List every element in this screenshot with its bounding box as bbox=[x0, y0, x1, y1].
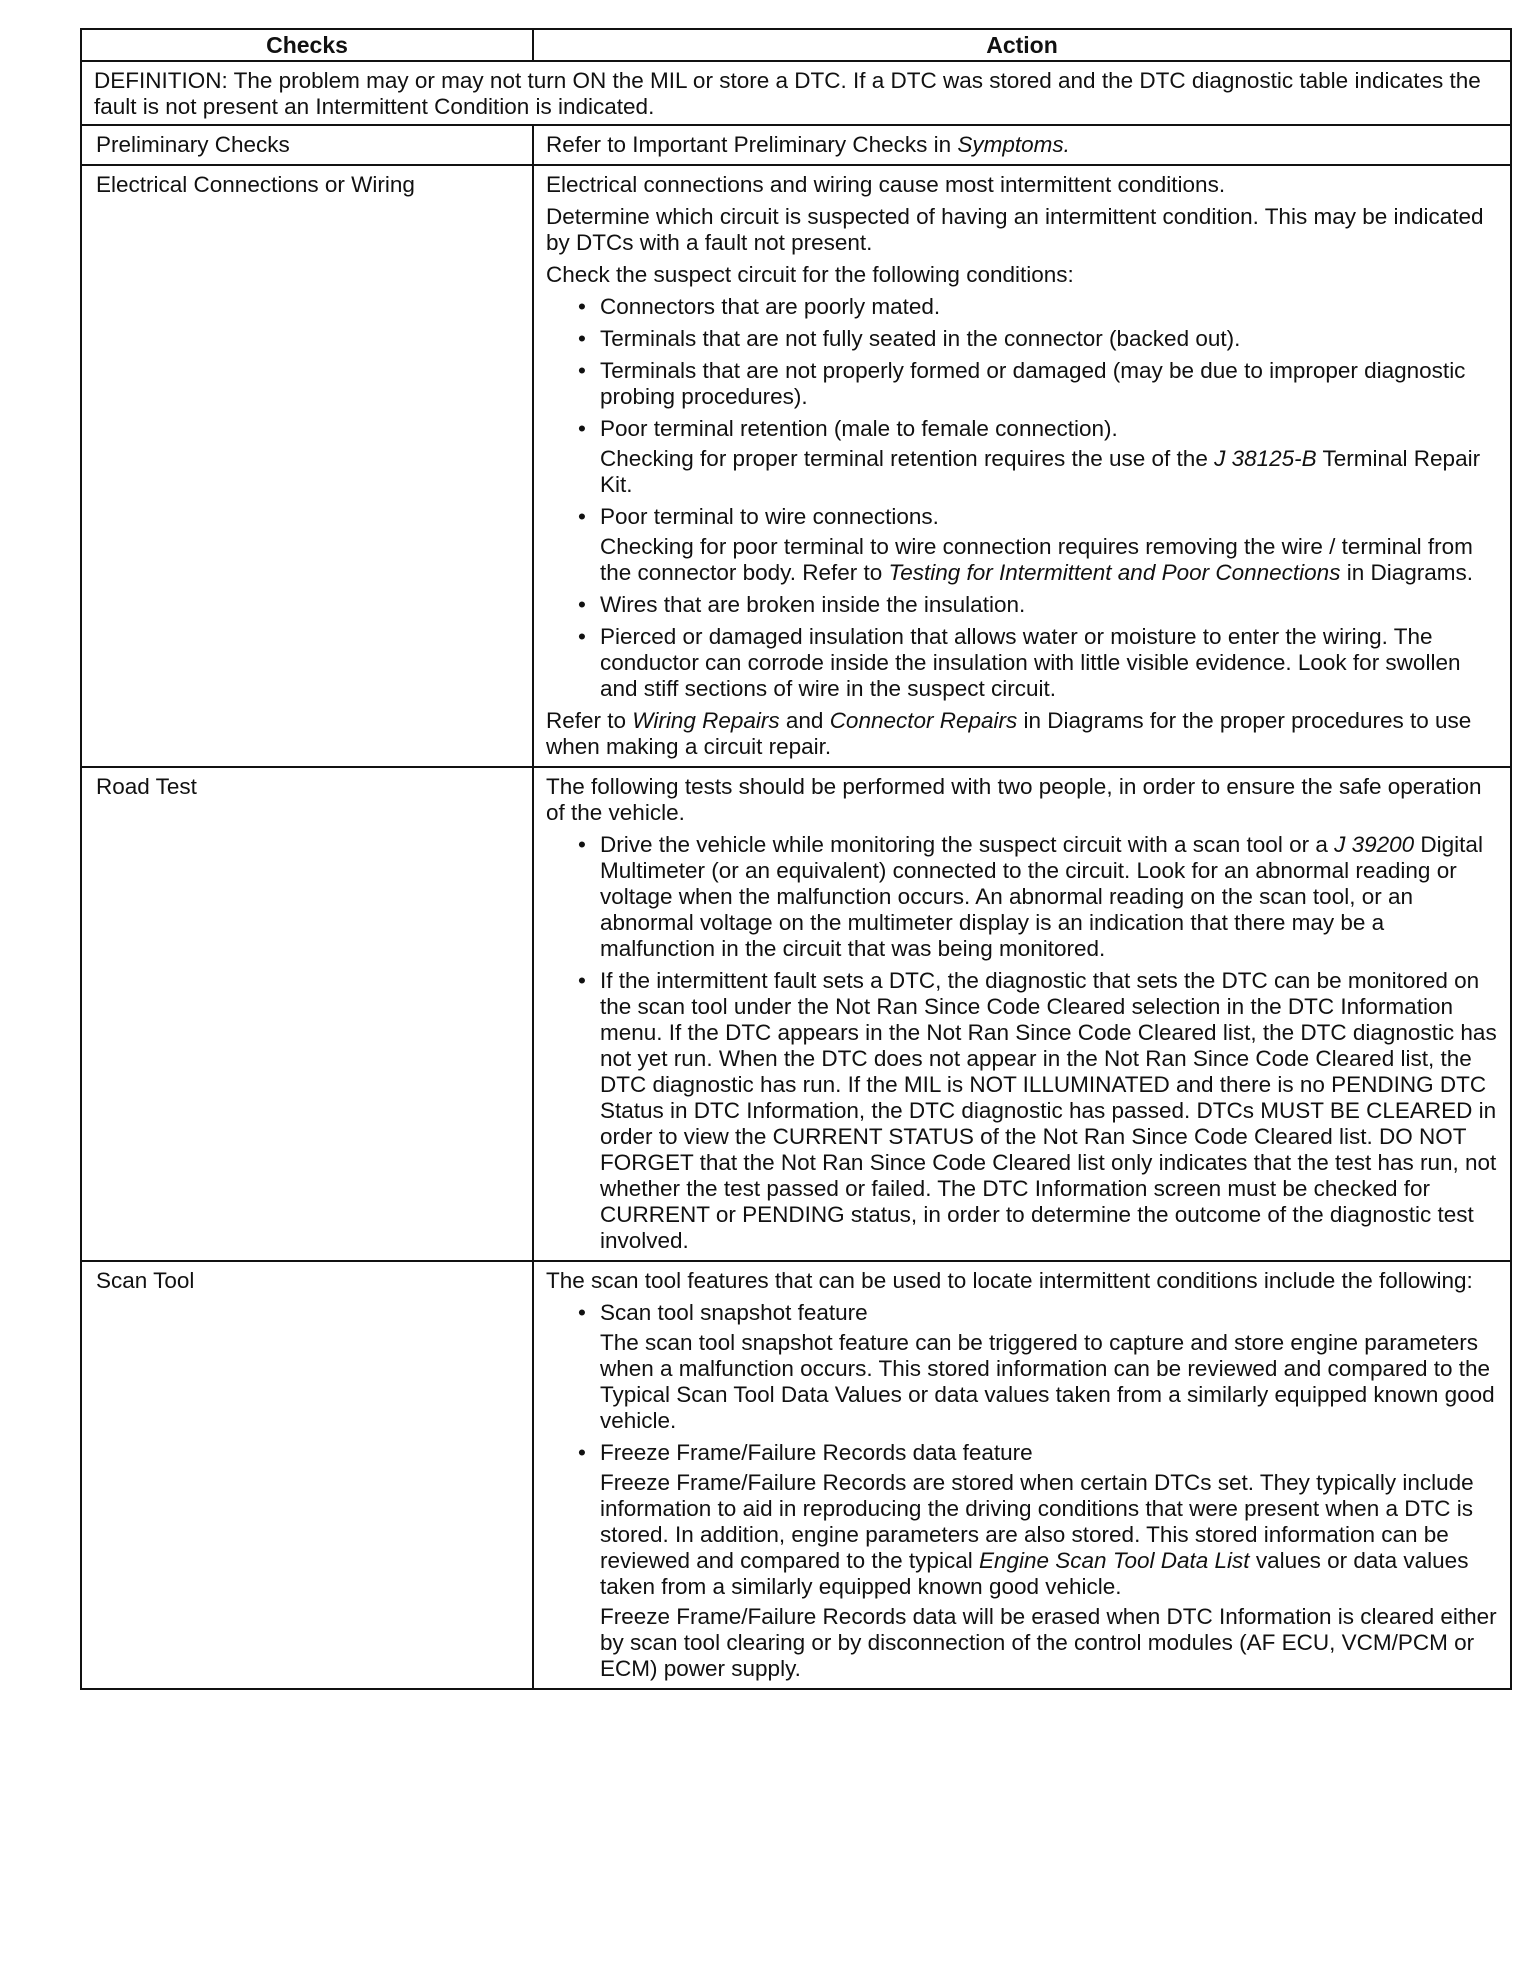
action-column-header: Action bbox=[533, 29, 1511, 61]
action-cell bbox=[533, 125, 1511, 165]
bullet-icon: • bbox=[578, 326, 586, 351]
check-label: Electrical Connections or Wiring bbox=[81, 165, 533, 767]
action-paragraph: Refer to Wiring Repairs and Connector Repairs in Diagrams for the proper procedures to use when making a circuit repair. bbox=[546, 708, 1472, 759]
list-item-detail: Freeze Frame/Failure Records are stored when certain DTCs set. They typically include information to aid in reproducing the driving conditions that were present when a DTC is stored. In addition, engine parameters are also stored. This stored information can be reviewed and compared to the typical Engine Scan Tool Data List values or data values taken from a similarly equipped known good vehicle. bbox=[600, 1470, 1474, 1599]
list-item-detail: Freeze Frame/Failure Records data will be erased when DTC Information is cleared either by scan tool clearing or by disconnection of the control modules (AF ECU, VCM/PCM or ECM) power supply. bbox=[600, 1604, 1497, 1681]
check-label: Road Test bbox=[81, 767, 533, 1261]
table-row-scan-tool bbox=[81, 1261, 1511, 1689]
intermittent-conditions-table bbox=[80, 28, 1512, 1690]
check-label: Scan Tool bbox=[81, 1261, 533, 1689]
definition-row bbox=[81, 61, 1511, 125]
checks-column-header: Checks bbox=[81, 29, 533, 61]
action-cell bbox=[533, 767, 1511, 1261]
bullet-icon: • bbox=[578, 504, 586, 529]
list-item: • Drive the vehicle while monitoring the suspect circuit with a scan tool or a J 39200 Digital Multimeter (or an equivalent) connected to the circuit. Look for an abnormal reading or voltage when the malfunction occurs. An abnormal reading on the scan tool, or an abnormal voltage on the multimeter display is an indication that there may be a malfunction in the circuit that was being monitored. bbox=[578, 832, 1483, 961]
road-test-list bbox=[546, 832, 1498, 1254]
action-paragraph: Electrical connections and wiring cause most intermittent conditions. bbox=[546, 172, 1226, 197]
list-item: • Terminals that are not properly formed or damaged (may be due to improper diagnostic probing procedures). bbox=[578, 358, 1466, 409]
list-item: • Freeze Frame/Failure Records data feature Freeze Frame/Failure Records are stored when certain DTCs set. They typically include information to aid in reproducing the driving conditions that were present when a DTC is stored. In addition, engine parameters are also stored. This stored information can be reviewed and compared to the typical Engine Scan Tool Data List values or data values taken from a similarly equipped known good vehicle. Freeze Frame/Failure Records data will be erased when DTC Information is cleared either by scan tool clearing or by disconnection of the control modules (AF ECU, VCM/PCM or ECM) power supply. bbox=[578, 1440, 1497, 1681]
bullet-icon: • bbox=[578, 416, 586, 441]
list-item: • Scan tool snapshot feature The scan tool snapshot feature can be triggered to capture and store engine parameters when a malfunction occurs. This stored information can be reviewed and compared to the Typical Scan Tool Data Values or data values taken from a similarly equipped known good vehicle. bbox=[578, 1300, 1498, 1434]
scan-tool-features-list bbox=[546, 1300, 1498, 1682]
list-item-detail: Checking for proper terminal retention requires the use of the J 38125-B Terminal Repair Kit. bbox=[600, 446, 1481, 497]
table-row-road-test bbox=[81, 767, 1511, 1261]
action-paragraph: Determine which circuit is suspected of having an intermittent condition. This may be indicated by DTCs with a fault not present. bbox=[546, 204, 1484, 255]
action-paragraph: Check the suspect circuit for the following conditions: bbox=[546, 262, 1074, 287]
action-paragraph: The following tests should be performed with two people, in order to ensure the safe operation of the vehicle. bbox=[546, 774, 1482, 825]
list-item-detail: The scan tool snapshot feature can be triggered to capture and store engine parameters when a malfunction occurs. This stored information can be reviewed and compared to the Typical Scan Tool Data Values or data values taken from a similarly equipped known good vehicle. bbox=[600, 1330, 1495, 1433]
list-item: • Poor terminal to wire connections. Checking for poor terminal to wire connection requires removing the wire / terminal from the connector body. Refer to Testing for Intermittent and Poor Connections in Diagrams. bbox=[578, 504, 1498, 586]
symptoms-reference: Symptoms. bbox=[957, 132, 1070, 157]
action-cell bbox=[533, 1261, 1511, 1689]
action-text: Refer to Important Preliminary Checks in bbox=[546, 132, 958, 157]
list-item: • Poor terminal retention (male to female connection). Checking for proper terminal retention requires the use of the J 38125-B Terminal Repair Kit. bbox=[578, 416, 1498, 498]
definition-text: DEFINITION: The problem may or may not turn ON the MIL or store a DTC. If a DTC was stored and the DTC diagnostic table indicates the fault is not present an Intermittent Condition is indicated. bbox=[81, 61, 1511, 125]
check-label: Preliminary Checks bbox=[81, 125, 533, 165]
bullet-icon: • bbox=[578, 832, 586, 857]
table-row-electrical-connections bbox=[81, 165, 1511, 767]
bullet-icon: • bbox=[578, 358, 586, 383]
table-row-preliminary-checks bbox=[81, 125, 1511, 165]
list-item: • Terminals that are not fully seated in the connector (backed out). bbox=[578, 326, 1241, 351]
list-item-detail: Checking for poor terminal to wire connection requires removing the wire / terminal from the connector body. Refer to Testing for Intermittent and Poor Connections in Diagrams. bbox=[600, 534, 1473, 585]
list-item: • Pierced or damaged insulation that allows water or moisture to enter the wiring. The conductor can corrode inside the insulation with little visible evidence. Look for swollen and stiff sections of wire in the suspect circuit. bbox=[578, 624, 1461, 701]
bullet-icon: • bbox=[578, 624, 586, 649]
conditions-list bbox=[546, 294, 1498, 702]
bullet-icon: • bbox=[578, 1440, 586, 1465]
list-item: • If the intermittent fault sets a DTC, the diagnostic that sets the DTC can be monitored on the scan tool under the Not Ran Since Code Cleared selection in the DTC Information menu. If the DTC appears in the Not Ran Since Code Cleared list, the DTC diagnostic has not yet run. When the DTC does not appear in the Not Ran Since Code Cleared list, the DTC diagnostic has run. If the MIL is NOT ILLUMINATED and there is no PENDING DTC Status in DTC Information, the DTC diagnostic has passed. DTCs MUST BE CLEARED in order to view the CURRENT STATUS of the Not Ran Since Code Cleared list. DO NOT FORGET that the Not Ran Since Code Cleared list only indicates that the test has run, not whether the test passed or failed. The DTC Information screen must be checked for CURRENT or PENDING status, in order to determine the outcome of the diagnostic test involved. bbox=[578, 968, 1497, 1253]
bullet-icon: • bbox=[578, 294, 586, 319]
action-cell bbox=[533, 165, 1511, 767]
header-row bbox=[81, 29, 1511, 61]
bullet-icon: • bbox=[578, 1300, 586, 1325]
bullet-icon: • bbox=[578, 592, 586, 617]
list-item: • Wires that are broken inside the insulation. bbox=[578, 592, 1026, 617]
action-paragraph: The scan tool features that can be used to locate intermittent conditions include the following: bbox=[546, 1268, 1473, 1293]
list-item: • Connectors that are poorly mated. bbox=[578, 294, 941, 319]
diagnostic-table-page bbox=[80, 28, 1512, 1690]
bullet-icon: • bbox=[578, 968, 586, 993]
